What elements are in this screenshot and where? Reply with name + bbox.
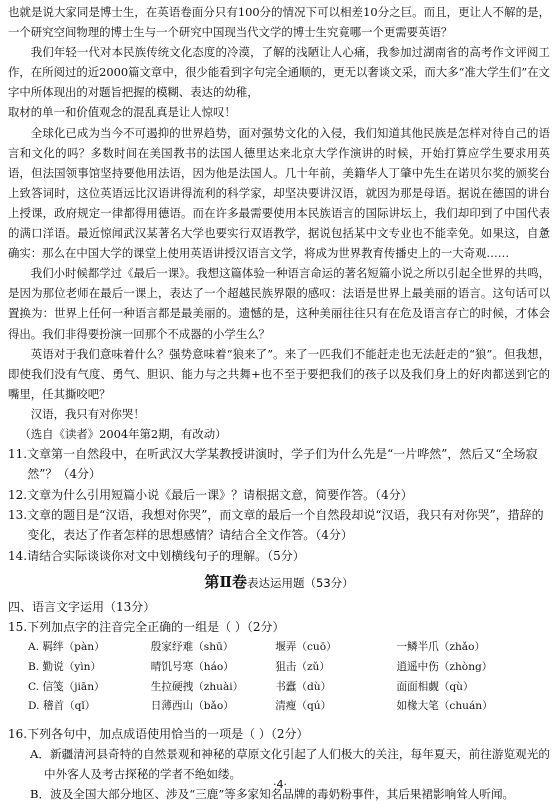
question-15 [8, 617, 550, 637]
option-cell: 书蠹（dù） [275, 680, 332, 693]
section-4-heading: 四、语言文字运用（13分） [8, 599, 156, 614]
question-16-option-a: A．新疆清河县奇特的自然景观和神秘的草原文化引起了人们极大的关注，每年夏天，前往游览观光的中外客人及考古探秘的学者不绝如缕。 [30, 746, 550, 782]
question-text: 请结合实际谈谈你对文中划横线句子的理解。（5分） [27, 548, 305, 563]
question-number: 12. [8, 487, 28, 502]
spacer [8, 716, 550, 724]
option-cell: A. 羁绊（pàn） [28, 641, 105, 654]
passage-para-1: 我们年轻一代对本民族传统文化态度的冷漠，了解的浅陋让人心痛，我参加过湖南省的高考作文评阅工作，在所阅过的近2000篇文章中，很少能看到字句完全通顺的，更无以奢谈文采，而大多“准大学生们”在文字中所体现出的对题旨把握的模糊、表达的幼稚， [8, 45, 550, 100]
question-13 [8, 505, 550, 546]
option-cell: 面面相觑（qù） [396, 680, 474, 693]
option-cell: 晴饥号寒（háo） [150, 661, 234, 674]
passage-para-3: 我们小时候都学过《最后一课》。我想这篇体验一种语言命运的著名短篇小说之所以引起全世界的共鸣，是因为那位老师在最后一课上，表达了一个超越民族界限的感叹：法语是世界上最美丽的语言。这句话可以置换为：世界上任何一种语言都是最美丽的。遗憾的是，这种美丽往往只有在危及语言存亡的时候，才体会得出。我们非得要扮演一回那个不成器的小学生么？ [8, 266, 550, 341]
option-cell: 逍遥中伤（zhòng） [396, 661, 493, 674]
question-text: 下列各句中，加点成语使用恰当的一项是（ ）（2分） [27, 726, 309, 741]
question-text: 文章为什么引用短篇小说《最后一课》？请根据文意，简要作答。（4分） [27, 487, 413, 502]
question-number: 13. [8, 507, 28, 522]
question-number: 14. [8, 548, 28, 563]
question-text: 文章的题目是“汉语，我想对你哭”，而文章的最后一个自然段却说“汉语，我只有对你哭”，措辞的变化，表达了作者怎样的思想感情？请结合全文作答。（4分） [27, 507, 544, 543]
question-16-option-b: B．波及全国大部分地区、涉及“三鹿”等多家知名品牌的毒奶粉事件，其后果裙影响耸人听闻。 [30, 787, 515, 802]
option-cell: 清瘦（qú） [275, 700, 332, 713]
option-cell: B. 勤说（yìn） [28, 661, 102, 674]
option-cell: 堰弄（cuō） [275, 641, 337, 654]
option-cell: C. 信笺（jiān） [28, 680, 105, 693]
question-number: 15. [8, 619, 28, 634]
question-list [8, 444, 550, 566]
option-cell: 一鳞半爪（zhǎo） [396, 641, 486, 654]
option-row-d [28, 696, 550, 716]
option-cell: 殷家纾难（shū） [150, 641, 234, 654]
option-cell: D. 稽首（qǐ） [28, 700, 96, 713]
passage-para-5: 汉语，我只有对你哭！ [30, 406, 145, 421]
option-cell: 如椽大笔（chuán） [396, 700, 493, 713]
passage-para-2: 全球化已成为当今不可遏抑的世界趋势，面对强势文化的入侵，我们知道其他民族是怎样对待自己的语言和文化的吗？多数时间在美国教书的法国人德里达来北京大学作演讲的时候，开始打算应学生要求用英语，但法国领事馆坚持要他用法语，因为他是法国人。几十年前，美籍华人丁肇中先生在诺贝尔奖的颁奖台上致答词时，这位英语远比汉语讲得流利的科学家，却坚决要讲汉语，就因为那是母语。据说在德国的讲台上授课，政府规定一律都得用德语。而在许多最需要使用本民族语言的国际讲坛上，我们却印到了中国代表的满口洋语。最近惊闻武汉某著名大学也要实行双语教学，据说包括某中文专业也不能幸免。如果这，自惫确实：那么在中国大学的课堂上使用英语讲授汉语言文学，将成为世界教育传播史上的一大奇观…… [8, 125, 550, 261]
question-16 [8, 724, 550, 744]
passage-para-1b: 取材的单一和价值观念的混乱真是让人惊叹！ [8, 105, 236, 120]
option-row-a [28, 637, 550, 657]
question-text: 文章第一自然段中，在听武汉大学某教授讲演时，学子们为什么先是“一片哗然”，然后又“全场寂然”？（4分） [27, 447, 538, 482]
passage-para-4: 英语对于我们意味着什么？强势意味着“狼来了”。来了一匹我们不能赶走也无法赶走的“狼”。但我想，即使我们没有气度、勇气、胆识、能力与之共舞+也不至于要把我们的孩子以及我们身上的好肉都送到它的嘴里，任其撕咬吧？ [8, 346, 550, 401]
question-14 [8, 546, 550, 566]
question-12 [8, 485, 550, 505]
passage-line-0: 也就是说大家同是博士生，在英语卷面分只有100分的情况下可以相差10分之巨。而且，更让人不解的是，一个研究空间物理的博士生与一个研究中国现当代文学的博士生究竟哪一个更需要英语？ [8, 5, 550, 40]
option-cell: 狙击（zǔ） [275, 661, 330, 674]
option-cell: 生拉硬拽（zhuài） [150, 680, 244, 693]
section-2-title-sub: 表达运用题（53分） [247, 575, 354, 590]
question-11 [8, 444, 550, 485]
option-row-c [28, 676, 550, 696]
question-text: 下列加点字的注音完全正确的一组是（ ）（2分） [27, 619, 285, 634]
question-15-options [28, 637, 550, 715]
page-number: ·4· [273, 778, 287, 791]
section-2-title-main: 第Ⅱ卷 [204, 572, 247, 591]
option-row-b [28, 657, 550, 677]
section-2-title [8, 570, 550, 595]
option-cell: 日薄西山（bǎo） [150, 700, 234, 713]
question-number: 16. [8, 726, 28, 741]
passage-source: （选自《读者》2004年第2期，有改动） [19, 426, 227, 441]
question-number: 11. [8, 447, 28, 462]
